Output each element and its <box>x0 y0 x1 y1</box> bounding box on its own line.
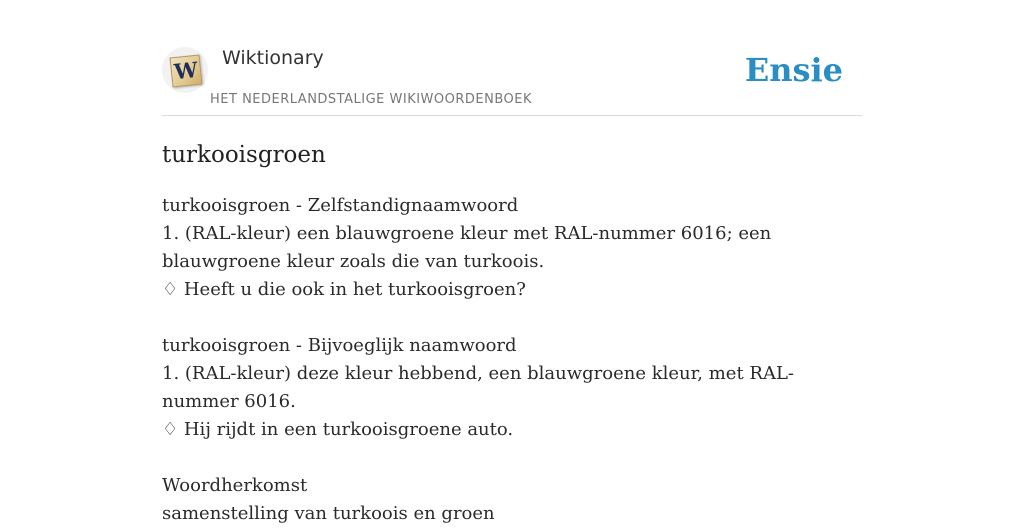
section-spacer <box>162 304 862 332</box>
logo-letter: W <box>172 56 199 85</box>
section-spacer <box>162 444 862 472</box>
logo-tile <box>170 55 203 88</box>
wiktionary-logo-icon[interactable] <box>162 47 208 93</box>
site-name[interactable]: Wiktionary <box>222 47 324 69</box>
site-header <box>162 0 862 116</box>
entry-section-adjective <box>162 332 862 444</box>
page-title: turkooisgroen <box>162 142 326 168</box>
section-heading: turkooisgroen - Zelfstandignaamwoord <box>162 195 519 216</box>
entry-content <box>162 192 862 528</box>
etymology-text: samenstelling van turkoois en groen <box>162 503 495 524</box>
section-heading: turkooisgroen - Bijvoeglijk naamwoord <box>162 335 517 356</box>
example-sentence: ♢ Hij rijdt in een turkooisgroene auto. <box>162 419 514 440</box>
site-tagline: HET NEDERLANDSTALIGE WIKIWOORDENBOEK <box>210 92 533 107</box>
example-sentence: ♢ Heeft u die ook in het turkooisgroen? <box>162 279 526 300</box>
ensie-brand-link[interactable]: Ensie <box>744 51 843 89</box>
definition: 1. (RAL-kleur) een blauwgroene kleur met RAL-nummer 6016; een blauwgroene kleur zoals die van turkoois. <box>162 223 772 272</box>
entry-section-etymology <box>162 472 862 528</box>
entry-section-noun <box>162 192 862 304</box>
definition: 1. (RAL-kleur) deze kleur hebbend, een blauwgroene kleur, met RAL-nummer 6016. <box>162 363 794 412</box>
etymology-heading: Woordherkomst <box>162 475 308 496</box>
page-container <box>162 0 862 524</box>
